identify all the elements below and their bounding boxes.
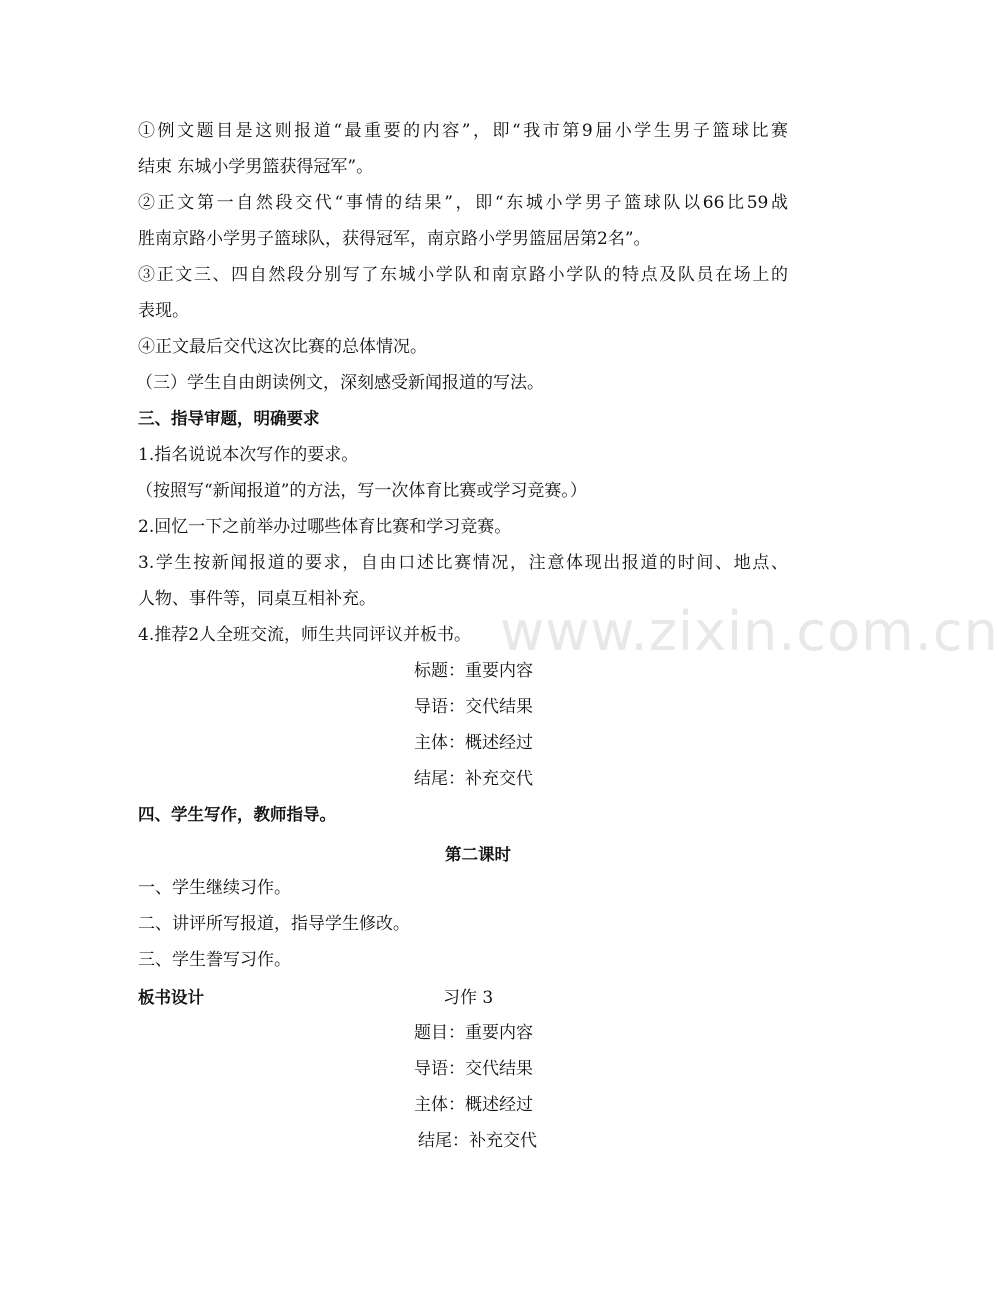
step-2: 2.回忆一下之前举办过哪些体育比赛和学习竞赛。 (138, 517, 512, 537)
step-1-note: （按照写“新闻报道”的方法，写一次体育比赛或学习竞赛。） (136, 481, 587, 501)
board-design-title: 习作 3 (443, 988, 494, 1008)
section-heading-4: 四、学生写作，教师指导。 (138, 805, 336, 824)
structure-b-item-2: 导语：交代结果 (414, 1059, 533, 1079)
structure-a-item-3: 主体：概述经过 (414, 733, 533, 753)
paragraph-4: ④正文最后交代这次比赛的总体情况。 (138, 337, 427, 357)
structure-a-item-4: 结尾：补充交代 (414, 769, 533, 789)
lesson-2-title: 第二课时 (445, 845, 511, 864)
paragraph-5: （三）学生自由朗读例文，深刻感受新闻报道的写法。 (136, 373, 544, 393)
lesson-2-step-3: 三、学生誊写习作。 (138, 950, 291, 970)
structure-b-item-4: 结尾：补充交代 (418, 1131, 537, 1151)
structure-a-item-1: 标题：重要内容 (414, 661, 533, 681)
paragraph-3-line-1: ③正文三、四自然段分别写了东城小学队和南京路小学队的特点及队员在场上的 (138, 265, 788, 285)
structure-a-item-2: 导语：交代结果 (414, 697, 533, 717)
board-design-label: 板书设计 (138, 988, 204, 1007)
structure-b-item-1: 题目：重要内容 (414, 1023, 533, 1043)
structure-b-item-3: 主体：概述经过 (414, 1095, 533, 1115)
step-1: 1.指名说说本次写作的要求。 (138, 445, 359, 465)
step-3-line-2: 人物、事件等，同桌互相补充。 (138, 589, 376, 609)
lesson-2-step-2: 二、讲评所写报道，指导学生修改。 (138, 914, 410, 934)
paragraph-1-line-2: 结束 东城小学男篮获得冠军”。 (138, 157, 374, 177)
step-3-line-1: 3.学生按新闻报道的要求，自由口述比赛情况，注意体现出报道的时间、地点、 (138, 553, 788, 573)
paragraph-2-line-1: ②正文第一自然段交代“事情的结果”，即“东城小学男子篮球队以66比59战 (138, 193, 788, 213)
paragraph-2-line-2: 胜南京路小学男子篮球队，获得冠军，南京路小学男篮屈居第2名”。 (138, 229, 651, 249)
section-heading-3: 三、指导审题，明确要求 (138, 409, 320, 428)
step-4: 4.推荐2人全班交流，师生共同评议并板书。 (138, 625, 472, 645)
lesson-2-step-1: 一、学生继续习作。 (138, 878, 291, 898)
paragraph-1-line-1: ①例文题目是这则报道“最重要的内容”，即“我市第9届小学生男子篮球比赛 (138, 121, 788, 141)
watermark: www.zixin.com.cn (500, 600, 999, 663)
paragraph-3-line-2: 表现。 (138, 301, 189, 321)
